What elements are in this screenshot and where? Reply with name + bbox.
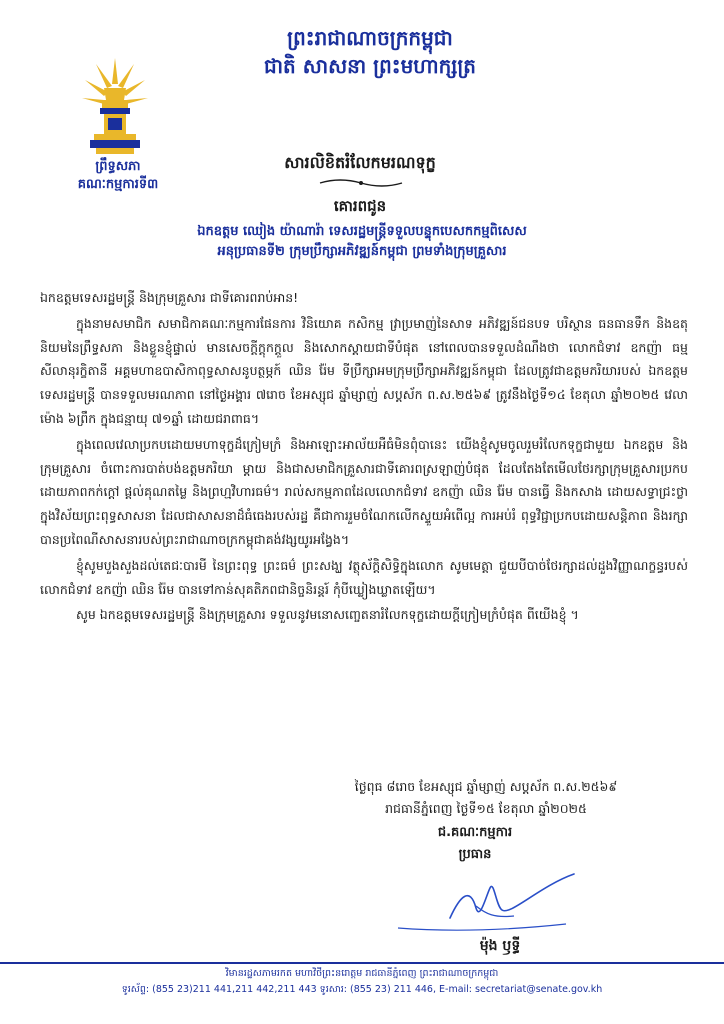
letter-title: សារលិខិតរំលែកមរណទុក្ខ	[284, 153, 436, 172]
commission-label: គណៈកម្មការទី៣	[77, 177, 159, 192]
solar-date: រាជធានីភ្នំពេញ ថ្ងៃទី១៥ ខែតុលា ឆ្នាំ២០២៥	[385, 801, 587, 816]
lunar-date: ថ្ងៃពុធ ៨រោច ខែអស្សុជ ឆ្នាំម្សាញ់ សប្តស័ក ព.ស.២៥៦៩	[354, 779, 618, 794]
addressee-line-1: ឯកឧត្តម ឈៀង យ៉ាណារ៉ា ទេសរដ្ឋមន្ត្រីទទួលបន្ទុកបេសកកម្មពិសេស	[197, 224, 527, 239]
footer-contact: ទូរស័ព្ទ: (855 23)211 441,211 442,211 443 ទូរសារ: (855 23) 211 446, E-mail: secretariat@senate.gov.kh	[121, 984, 603, 995]
kingdom-motto	[200, 24, 540, 80]
greeting-paragraph: ឯកឧត្តមទេសរដ្ឋមន្ត្រី និងក្រុមគ្រួសារ ជាទីគោរពរាប់អាន!	[40, 290, 299, 305]
title-ornament-icon	[318, 178, 404, 188]
signatory-title: ប្រធាន	[458, 847, 492, 862]
salutation-heading: គោរពជូន	[333, 197, 387, 215]
kingdom-name: ព្រះរាជាណាចក្រកម្ពុជា	[287, 26, 453, 50]
handwritten-signature	[390, 866, 580, 936]
letter-body	[40, 286, 688, 629]
prayer-paragraph: ខ្ញុំសូមបួងសួងដល់តេជៈបារមី នៃព្រះពុទ្ធ ព្រះធម៌ ព្រះសង្ឃ វត្ថុស័ក្តិសិទ្ធិក្នុងលោក សូមមេត្តា ជួយបីបាច់ថែរក្សាដល់ដួងវិញ្ញាណក្ខន្ធរបស់ លោកជំទាវ ឧកញ៉ា ឈិន រ៉ែម បានទៅកាន់សុគតិភពជានិច្ចនិរន្តរ៍ កុំបីឃ្លៀងឃ្លាតឡើយ។	[40, 557, 688, 597]
closing-paragraph: សូម ឯកឧត្តមទេសរដ្ឋមន្ត្រី និងក្រុមគ្រួសារ ទទួលនូវមនោសញ្ចេតនារំលែកទុក្ខដោយក្តីក្រៀមក្រំបំផុត ពីយើងខ្ញុំ ។	[76, 607, 579, 623]
footer-address: វិមានរដ្ឋសភាមរកត មហាវិថីព្រះនរោត្តម រាជធានីភ្នំពេញ ព្រះរាជាណាចក្រកម្ពុជា	[225, 968, 499, 979]
footer-divider	[0, 962, 724, 964]
senate-commission-name	[58, 158, 178, 194]
national-motto: ជាតិ សាសនា ព្រះមហាក្សត្រ	[264, 54, 476, 78]
senate-label: ព្រឹទ្ធសភា	[95, 159, 141, 174]
addressee-line-2: អនុប្រធានទី២ ក្រុមប្រឹក្សាអភិវឌ្ឍន៍កម្ពុជា ព្រមទាំងក្រុមគ្រួសារ	[217, 244, 507, 259]
signer-name: ម៉ុង ឫទ្ធី	[479, 938, 521, 954]
footer	[0, 966, 724, 998]
date-block	[296, 776, 676, 820]
signatory-organization: ជ.គណៈកម្មការ	[437, 825, 513, 840]
announcement-paragraph: ក្នុងនាមសមាជិក សមាជិកាគណៈកម្មការផែនការ វិនិយោគ កសិកម្ម វ្រាប្រមាញ់នៃសាទ អភិវឌ្ឍន៍ជនបទ បរិស្ថាន ធនធានទឹក និងឧតុនិយមនៃព្រឹទ្ធសភា និងខ្លួនខ្ញុំផ្ទាល់ មានសេចក្តីក្តុកក្តួល និងសោកស្តាយជាទីបំផុត នៅពេលបានទទួលដំណឹងថា លោកជំទាវ ឧកញ៉ា ធម្មសីលានុរក្ខិតានី អគ្គមហាឧបាសិកាពុទ្ធសាសនូបត្ថម្ភក៍ ឈិន រ៉ែម ទីប្រឹក្សាអមក្រុមប្រឹក្សាអភិវឌ្ឍន៍កម្ពុជា ដែលត្រូវជាឧត្តមភរិយារបស់ ឯកឧត្តមទេសរដ្ឋមន្ត្រី បានទទួលមរណភាព នៅថ្ងៃអង្គារ ៧រោច ខែអស្សុជ ឆ្នាំម្សាញ់ សប្តស័ក ព.ស.២៥៦៩ ត្រូវនឹងថ្ងៃទី១៤ ខែតុលា ឆ្នាំ២០២៥ វេលាម៉ោង ៦ព្រឹក ក្នុងជន្មាយុ ៧១ឆ្នាំ ដោយជរាពាធ។	[40, 315, 688, 426]
addressee-block	[40, 222, 684, 262]
senate-emblem-icon	[82, 54, 148, 158]
condolence-paragraph: ក្នុងពេលវេលាប្រកបដោយមហាទុក្ខដ៏ក្រៀមក្រំ និងអាឡោះអាល័យអឺធំមិនពុំបានេះ យើងខ្ញុំសូមចូលរួមរំលែកទុក្ខជាមួយ ឯកឧត្តម និងក្រុមគ្រួសារ ចំពោះការបាត់បង់ឧត្តមភរិយា ម្តាយ និងជាសមាជិកគ្រួសារជាទីគោរពស្រឡាញ់បំផុត ដែលតែងតែមើលថែរក្សាក្រុមគ្រួសារប្រកបដោយភាពកក់ក្តៅ ផ្តល់គុណតម្លៃ និងព្រហ្មវិហារធម៌។ រាល់សកម្មភាពដែលលោកជំទាវ ឧកញ៉ា ឈិន រ៉ែម បានធ្វើ និងកសាង ដោយសទ្ធាជ្រះថ្លាក្នុងវិស័យព្រះពុទ្ធសាសនា ដែលជាសាសនាដ៏ធំធេងរបស់រដ្ឋ គឺជាការរួមចំណែកលើកស្ទួយអំពើល្អ ការអប់រំ ពុទ្ធវិជ្ជាប្រកបដោយសន្តិភាព និងរក្សាបានប្រពៃណីសាសនារបស់ព្រះរាជាណាចក្រកម្ពុជាគង់វង្សយូរអង្វែង។	[40, 436, 688, 547]
